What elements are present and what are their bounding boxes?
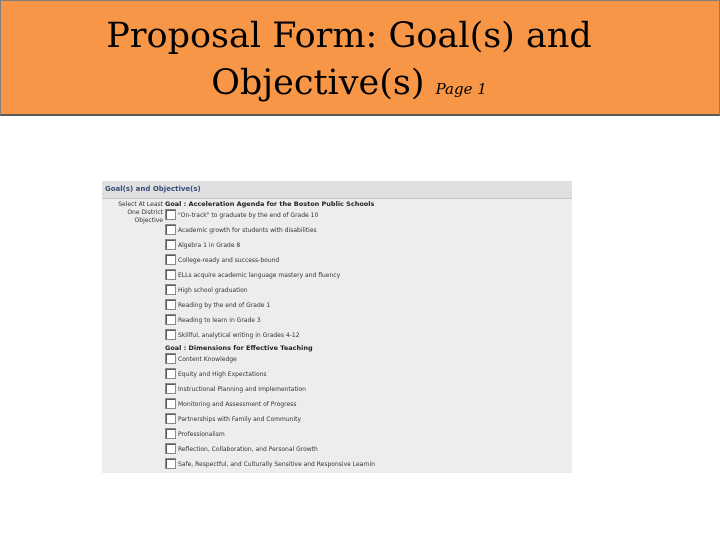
goal-title: Goal : Dimensions for Effective Teaching [165, 344, 313, 352]
objective-checkbox[interactable] [165, 224, 176, 235]
objective-row [165, 382, 565, 397]
select-label-line-3: Objective [134, 217, 163, 224]
goal-group-effective-teaching [165, 344, 565, 472]
objective-checkbox[interactable] [165, 383, 176, 394]
objective-label: ELLs acquire academic language mastery and fluency [178, 272, 341, 279]
objective-checkbox[interactable] [165, 269, 176, 280]
objective-label: Reading to learn in Grade 3 [178, 317, 261, 324]
objective-checkbox[interactable] [165, 353, 176, 364]
form-screenshot [102, 181, 572, 473]
objective-checkbox[interactable] [165, 428, 176, 439]
select-label-line-2: One District [127, 209, 163, 216]
objective-label: Safe, Respectful, and Culturally Sensitive and Responsive Learnin [178, 461, 375, 468]
objective-checkbox[interactable] [165, 209, 176, 220]
objective-row [165, 268, 565, 283]
slide-title-line-2-text: Objective(s) [211, 63, 425, 103]
slide-title-line-1: Proposal Form: Goal(s) and [106, 16, 592, 56]
objective-row [165, 427, 565, 442]
objective-checkbox[interactable] [165, 254, 176, 265]
objective-label: Skillful, analytical writing in Grades 4-12 [178, 332, 300, 339]
objective-row [165, 253, 565, 268]
objective-checkbox[interactable] [165, 443, 176, 454]
slide-title-line-2 [1, 60, 697, 113]
objective-checkbox[interactable] [165, 239, 176, 250]
objective-label: Monitoring and Assessment of Progress [178, 401, 297, 408]
objective-label: Equity and High Expectations [178, 371, 267, 378]
objective-row [165, 442, 565, 457]
objective-checkbox[interactable] [165, 458, 176, 469]
objective-row [165, 352, 565, 367]
objective-label: Reflection, Collaboration, and Personal Growth [178, 446, 318, 453]
objective-checkbox[interactable] [165, 284, 176, 295]
goal-title: Goal : Acceleration Agenda for the Boston Public Schools [165, 200, 375, 208]
objective-checkbox[interactable] [165, 368, 176, 379]
objective-row [165, 412, 565, 427]
slide-title-bar [0, 0, 720, 116]
objective-checkbox[interactable] [165, 413, 176, 424]
goal-group-acceleration [165, 200, 565, 343]
form-section-header: Goal(s) and Objective(s) [102, 181, 572, 199]
objective-checkbox[interactable] [165, 299, 176, 310]
slide-title [1, 13, 697, 113]
page-note: Page 1 [435, 80, 487, 98]
objective-label: Instructional Planning and Implementation [178, 386, 306, 393]
select-objective-label [105, 201, 163, 225]
objective-row [165, 298, 565, 313]
objective-label: Content Knowledge [178, 356, 237, 363]
objective-row [165, 328, 565, 343]
objective-checkbox[interactable] [165, 329, 176, 340]
objective-row [165, 283, 565, 298]
objective-checkbox[interactable] [165, 314, 176, 325]
objective-row [165, 397, 565, 412]
objective-label: Academic growth for students with disabilities [178, 227, 317, 234]
select-label-line-1: Select At Least [118, 201, 163, 208]
objective-label: College-ready and success-bound [178, 257, 280, 264]
objective-label: High school graduation [178, 287, 248, 294]
objective-row [165, 457, 565, 472]
objective-row [165, 223, 565, 238]
objective-row [165, 208, 565, 223]
objective-label: Partnerships with Family and Community [178, 416, 302, 423]
objective-row [165, 238, 565, 253]
objective-checkbox[interactable] [165, 398, 176, 409]
objective-label: "On-track" to graduate by the end of Grade 10 [178, 212, 319, 219]
objective-label: Reading by the end of Grade 1 [178, 302, 271, 309]
objective-row [165, 313, 565, 328]
objective-row [165, 367, 565, 382]
objective-label: Algebra 1 in Grade 8 [178, 242, 241, 249]
objective-label: Professionalism [178, 431, 225, 438]
